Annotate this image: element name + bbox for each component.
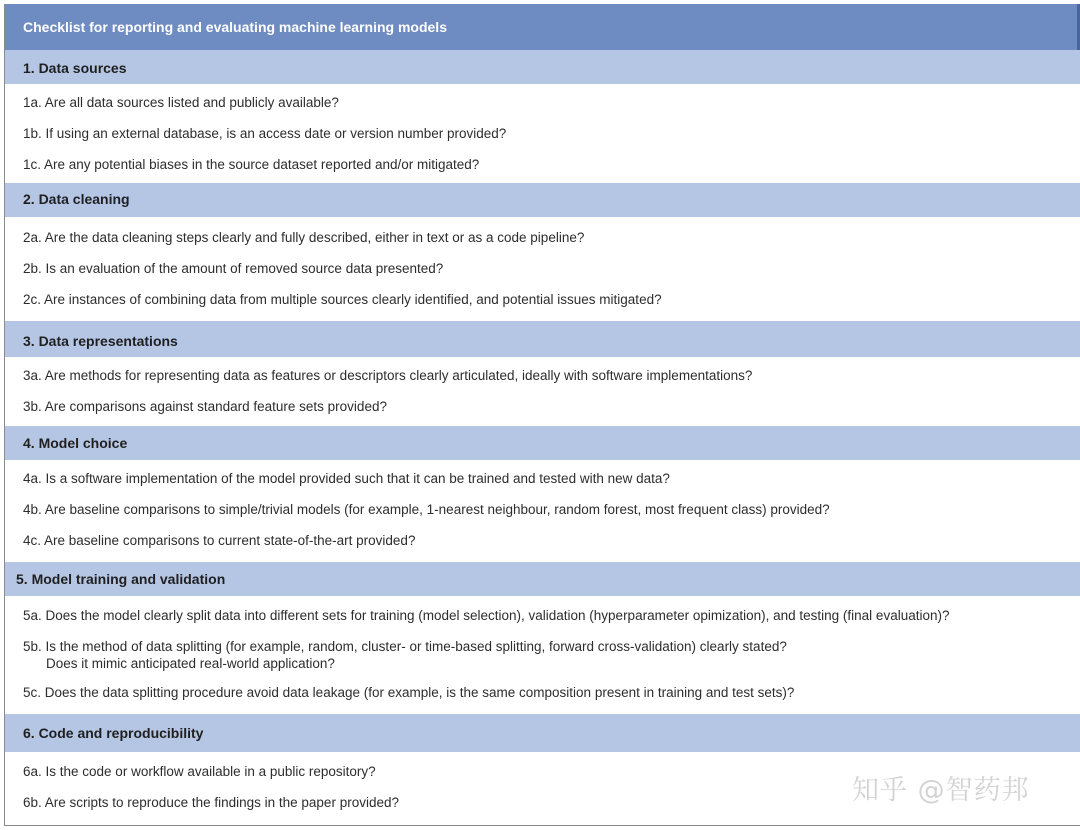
- section-heading: 5. Model training and validation: [16, 571, 226, 587]
- section-heading: 1. Data sources: [23, 60, 127, 76]
- section-heading: 2. Data cleaning: [23, 191, 130, 207]
- checklist-item-4c: 4c. Are baseline comparisons to current state-of-the-art provided?: [23, 533, 416, 548]
- checklist-item-1a: 1a. Are all data sources listed and publicly available?: [23, 95, 339, 110]
- checklist-item-2a: 2a. Are the data cleaning steps clearly and fully described, either in text or as a code pipeline?: [23, 230, 585, 245]
- checklist-item-5b-line1: 5b. Is the method of data splitting (for example, random, cluster- or time-based splitting, forward cross-validation) clearly stated?: [23, 639, 787, 654]
- section-heading: 3. Data representations: [23, 333, 178, 349]
- section-header-model-choice: [5, 426, 1080, 460]
- section-header-code-reproducibility: [5, 714, 1080, 752]
- checklist-item-5c: 5c. Does the data splitting procedure avoid data leakage (for example, is the same composition present in training and test sets)?: [23, 685, 795, 700]
- section-heading: 4. Model choice: [23, 435, 128, 451]
- checklist-item-3a: 3a. Are methods for representing data as features or descriptors clearly articulated, ideally with software implementations?: [23, 368, 753, 383]
- table-title: Checklist for reporting and evaluating machine learning models: [23, 19, 447, 35]
- section-header-model-training: [5, 562, 1080, 596]
- title-bar: [5, 4, 1080, 50]
- checklist-item-4b: 4b. Are baseline comparisons to simple/trivial models (for example, 1-nearest neighbour, random forest, most frequent class) provided?: [23, 502, 830, 517]
- checklist-item-1b: 1b. If using an external database, is an access date or version number provided?: [23, 126, 507, 141]
- checklist-item-5b-line2: Does it mimic anticipated real-world application?: [46, 656, 335, 671]
- checklist-item-6b: 6b. Are scripts to reproduce the findings in the paper provided?: [23, 795, 399, 810]
- checklist-item-1c: 1c. Are any potential biases in the source dataset reported and/or mitigated?: [23, 157, 480, 172]
- section-header-data-sources: [5, 50, 1080, 84]
- section-header-data-cleaning: [5, 183, 1080, 217]
- checklist-item-2c: 2c. Are instances of combining data from multiple sources clearly identified, and potential issues mitigated?: [23, 292, 662, 307]
- checklist-table: [4, 4, 1080, 826]
- checklist-item-6a: 6a. Is the code or workflow available in a public repository?: [23, 764, 376, 779]
- checklist-item-2b: 2b. Is an evaluation of the amount of removed source data presented?: [23, 261, 444, 276]
- watermark-text: 知乎 @智药邦: [852, 775, 1030, 806]
- checklist-item-5a: 5a. Does the model clearly split data into different sets for training (model selection), validation (hyperparameter opimization), and testing (final evaluation)?: [23, 608, 950, 623]
- checklist-item-5b: [23, 638, 787, 672]
- section-heading: 6. Code and reproducibility: [23, 725, 204, 741]
- section-header-data-representations: [5, 321, 1080, 357]
- checklist-item-3b: 3b. Are comparisons against standard feature sets provided?: [23, 399, 387, 414]
- checklist-item-4a: 4a. Is a software implementation of the model provided such that it can be trained and tested with new data?: [23, 471, 670, 486]
